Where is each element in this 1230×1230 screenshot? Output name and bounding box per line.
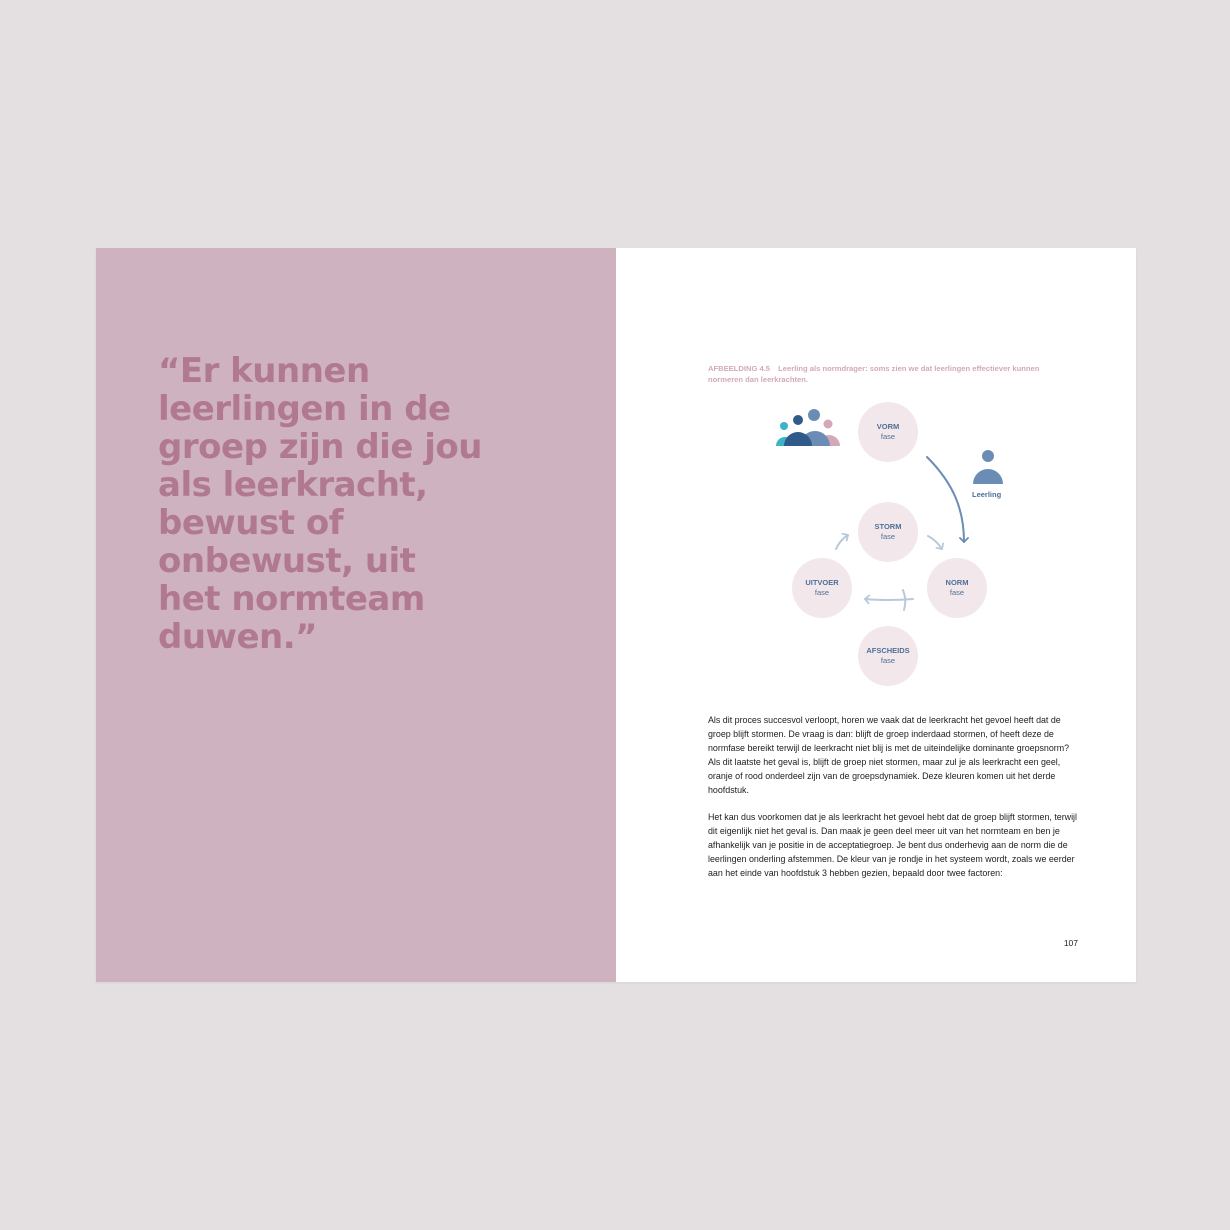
figure-caption-text: Leerling als normdrager: soms zien we dat leerlingen effectiever kunnen normeren dan leerkrachten. (708, 364, 1040, 384)
node-sub: fase (949, 588, 965, 597)
node-storm (858, 502, 918, 562)
pupil-label: Leerling (972, 490, 1002, 499)
node-title: STORM (874, 522, 902, 531)
body-text (708, 713, 1080, 893)
node-title: NORM (945, 578, 969, 587)
node-title: VORM (876, 422, 900, 431)
arrow-vorm-to-norm (927, 457, 964, 542)
figure-number: AFBEELDING 4.5 (708, 364, 771, 373)
arrow-uitvoer-to-storm (836, 535, 848, 549)
paragraph: Het kan dus voorkomen dat je als leerkracht het gevoel hebt dat de groep blijft stormen, terwijl dit eigenlijk niet het geval is. Dan maak je geen deel meer uit van het normteam en ben je afhankelijk van je positie in de acceptatiegroep. Je bent dus onderhevig aan de norm die de leerlingen onderling afstemmen. De kleur van je rondje in het systeem wordt, zoals we eerder aan het einde van hoofdstuk 3 hebben gezien, bepaald door twee factoren: (708, 812, 1078, 878)
node-vorm (858, 402, 918, 462)
group-phase-diagram (766, 398, 1066, 698)
page-number: 107 (1063, 938, 1078, 948)
quote-line: “Er kunnen (158, 351, 370, 391)
node-afscheids (858, 626, 918, 686)
quote-line: het normteam (158, 579, 425, 619)
left-page (96, 248, 616, 982)
quote-line: bewust of (158, 503, 343, 543)
node-norm (927, 558, 987, 618)
group-icon (776, 409, 840, 446)
node-title: AFSCHEIDS (866, 646, 910, 655)
paragraph: Als dit proces succesvol verloopt, horen we vaak dat de leerkracht het gevoel heeft dat de groep blijft stormen. De vraag is dan: blijft de groep inderdaad stormen, of heeft deze de normfase bereikt terwijl de leerkracht niet blij is met de uiteindelijke dominante groepsnorm? Als dit laatste het geval is, blijft de groep niet stormen, maar zul je als leerkracht een geel, oranje of rood onderdeel zijn van de groepsdynamiek. Deze kleuren komen uit het derde hoofdstuk. (708, 715, 1070, 795)
node-sub: fase (880, 432, 896, 441)
book-spread (96, 248, 1136, 982)
right-page (616, 248, 1136, 982)
node-title: UITVOER (805, 578, 839, 587)
figure-caption (708, 363, 1068, 385)
node-uitvoer (792, 558, 852, 618)
quote-line: duwen.” (158, 617, 317, 657)
node-sub: fase (880, 532, 896, 541)
pupil-icon (973, 450, 1003, 484)
quote-line: onbewust, uit (158, 541, 416, 581)
quote-line: als leerkracht, (158, 465, 428, 505)
arrow-storm-to-norm (928, 536, 942, 549)
quote-line: groep zijn die jou (158, 427, 482, 467)
node-sub: fase (880, 656, 896, 665)
pull-quote (158, 352, 558, 656)
node-sub: fase (814, 588, 830, 597)
quote-line: leerlingen in de (158, 389, 451, 429)
